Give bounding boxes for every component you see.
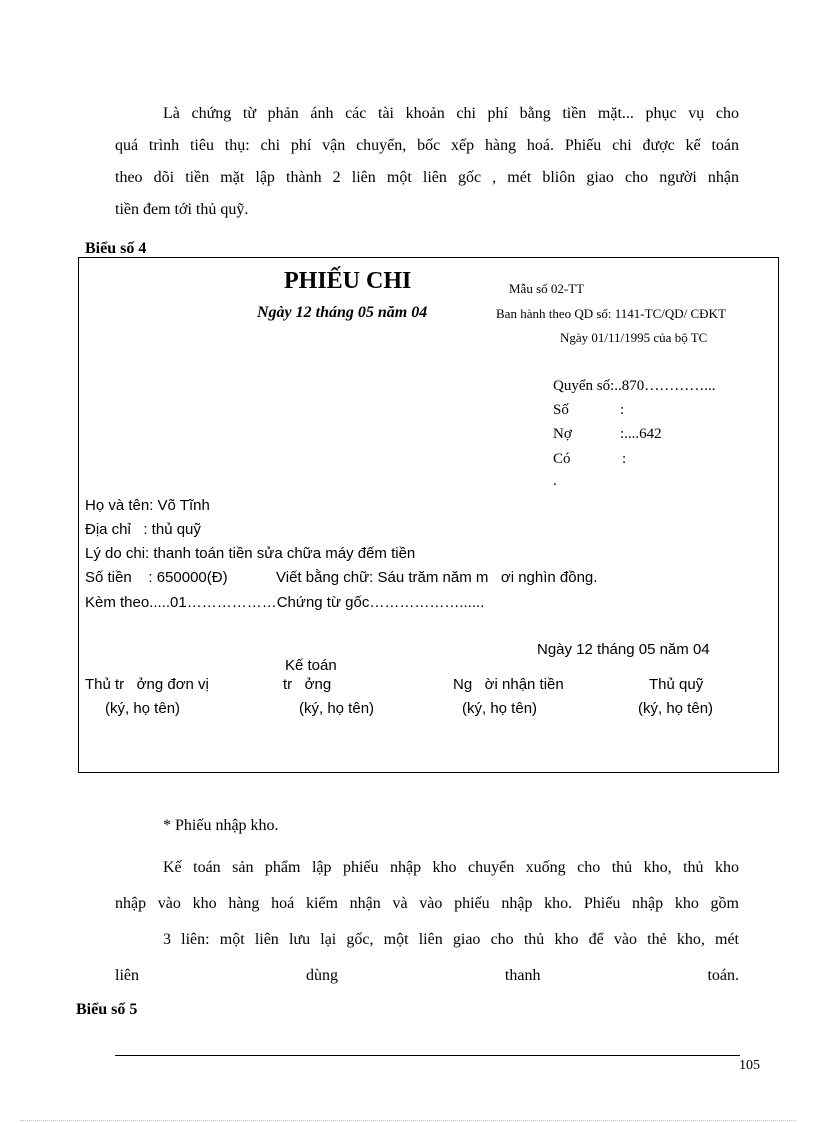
- field-ho-ten: Họ và tên: Võ Tĩnh: [85, 497, 210, 514]
- section-heading-phieu-nhap-kho: * Phiếu nhập kho.: [163, 817, 279, 834]
- signature-nguoi-nhan-note: (ký, họ tên): [462, 700, 538, 717]
- form-so-value: :: [620, 402, 625, 418]
- form-dot: .: [553, 473, 557, 489]
- field-kem-theo: Kèm theo.....01………………Chứng từ gốc………………......: [85, 594, 485, 611]
- sign-date: Ngày 12 tháng 05 năm 04: [537, 641, 710, 658]
- signature-ke-toan-role: tr ởng: [283, 676, 332, 693]
- form-ban-hanh: Ban hành theo QD số: 1141-TC/QD/ CĐKT: [496, 306, 726, 321]
- intro-line-1: Là chứng từ phản ánh các tài khoản chi phí bằng tiền mặt... phục vụ cho: [163, 105, 739, 122]
- signature-thu-quy-note: (ký, họ tên): [638, 700, 714, 717]
- signature-ke-toan-role-top: Kế toán: [285, 657, 337, 674]
- bieu-so-4-label: Biểu số 4: [85, 240, 147, 257]
- field-ly-do: Lý do chi: thanh toán tiền sửa chữa máy đếm tiền: [85, 545, 416, 562]
- signature-ke-toan-note: (ký, họ tên): [299, 700, 375, 717]
- signature-thu-truong-note: (ký, họ tên): [105, 700, 181, 717]
- form-quyen-so: Quyển số:..870…………...: [553, 378, 716, 394]
- field-so-tien: Số tiền : 650000(Đ): [85, 569, 228, 586]
- signature-nguoi-nhan-role: Ng ời nhận tiền: [453, 676, 564, 693]
- form-date: Ngày 12 tháng 05 năm 04: [257, 304, 428, 321]
- intro-line-4: tiền đem tới thủ quỹ.: [115, 201, 249, 218]
- signature-thu-quy-role: Thủ quỹ: [649, 676, 704, 693]
- field-bang-chu: Viết bằng chữ: Sáu trăm năm m ơi nghìn đồng.: [276, 569, 598, 586]
- bieu-so-5-label: Biểu số 5: [76, 1001, 138, 1018]
- section2-line-3: 3 liên: một liên lưu lại gốc, một liên giao cho thủ kho để vào thẻ kho, mét: [163, 931, 739, 948]
- section2-line-2: nhập vào kho hàng hoá kiểm nhận và vào phiếu nhập kho. Phiếu nhập kho gồm: [115, 895, 739, 912]
- footer-rule: [115, 1055, 740, 1056]
- form-ngay-bo-tc: Ngày 01/11/1995 của bộ TC: [560, 330, 708, 345]
- field-dia-chi: Địa chỉ : thủ quỹ: [85, 521, 201, 538]
- form-no-label: Nợ: [553, 426, 572, 442]
- section2-line-1: Kế toán sản phẩm lập phiếu nhập kho chuyển xuống cho thủ kho, thủ kho: [163, 859, 739, 876]
- form-mau-so: Mẫu số 02-TT: [509, 281, 585, 296]
- bottom-dotted-border: [20, 1120, 796, 1121]
- intro-line-3: theo dõi tiền mặt lập thành 2 liên một liên gốc , mét bliôn giao cho người nhận: [115, 169, 739, 186]
- signature-thu-truong-role: Thủ tr ởng đơn vị: [85, 676, 209, 693]
- page-number: 105: [739, 1058, 760, 1073]
- section2-paragraph: [115, 850, 739, 994]
- form-title: PHIẾU CHI: [284, 268, 412, 294]
- form-no-value: :....642: [620, 426, 662, 442]
- intro-line-2: quá trình tiêu thụ: chi phí vận chuyển, bốc xếp hàng hoá. Phiếu chi được kế toán: [115, 137, 739, 154]
- intro-paragraph: [115, 98, 739, 226]
- section2-line-4: liên dùng thanh toán.: [115, 967, 739, 984]
- form-co-value: :: [622, 451, 627, 467]
- form-so-label: Số: [553, 402, 569, 418]
- form-co-label: Có: [553, 451, 571, 467]
